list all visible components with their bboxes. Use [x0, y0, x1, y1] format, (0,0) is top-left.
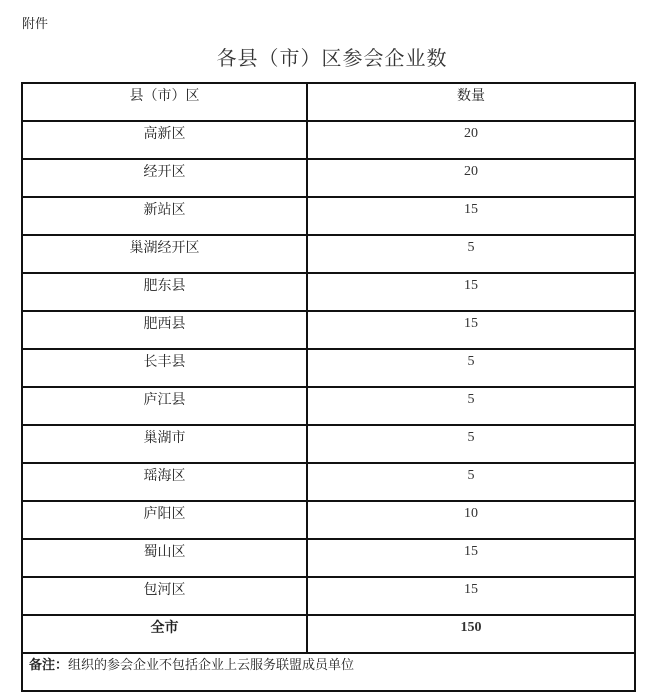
total-row: [22, 615, 635, 653]
district-cell: 肥东县: [22, 273, 307, 311]
page-title: 各县（市）区参会企业数: [216, 46, 448, 70]
district-cell: 经开区: [22, 159, 307, 197]
district-cell: 庐江县: [22, 387, 307, 425]
count-cell: 5: [307, 425, 635, 463]
district-cell: 巢湖经开区: [22, 235, 307, 273]
table-row: [22, 197, 635, 235]
table-row: [22, 349, 635, 387]
note-text: 组织的参会企业不包括企业上云服务联盟成员单位: [68, 658, 355, 673]
table-row: [22, 501, 635, 539]
table-row: [22, 577, 635, 615]
district-cell: 蜀山区: [22, 539, 307, 577]
table-row: [22, 273, 635, 311]
enterprise-count-table: [21, 82, 636, 692]
count-cell: 5: [307, 235, 635, 273]
district-cell: 长丰县: [22, 349, 307, 387]
header-district: 县（市）区: [22, 83, 307, 121]
table-header-row: [22, 83, 635, 121]
count-cell: 20: [307, 121, 635, 159]
district-cell: 瑶海区: [22, 463, 307, 501]
table-row: [22, 463, 635, 501]
district-cell: 巢湖市: [22, 425, 307, 463]
count-cell: 5: [307, 349, 635, 387]
district-cell: 包河区: [22, 577, 307, 615]
attachment-label: 附件: [22, 17, 49, 32]
note-label: 备注：: [29, 658, 69, 673]
total-label: 全市: [22, 615, 307, 653]
count-cell: 20: [307, 159, 635, 197]
note-cell: [22, 653, 635, 691]
table-row: [22, 387, 635, 425]
table-row: [22, 235, 635, 273]
district-cell: 新站区: [22, 197, 307, 235]
count-cell: 15: [307, 197, 635, 235]
district-cell: 肥西县: [22, 311, 307, 349]
count-cell: 15: [307, 273, 635, 311]
district-cell: 高新区: [22, 121, 307, 159]
table-row: [22, 311, 635, 349]
table-row: [22, 539, 635, 577]
count-cell: 5: [307, 387, 635, 425]
count-cell: 10: [307, 501, 635, 539]
count-cell: 15: [307, 577, 635, 615]
table-row: [22, 425, 635, 463]
district-cell: 庐阳区: [22, 501, 307, 539]
header-count: 数量: [307, 83, 635, 121]
count-cell: 15: [307, 539, 635, 577]
table-row: [22, 121, 635, 159]
count-cell: 5: [307, 463, 635, 501]
total-count: 150: [307, 615, 635, 653]
count-cell: 15: [307, 311, 635, 349]
note-row: [22, 653, 635, 691]
table-row: [22, 159, 635, 197]
